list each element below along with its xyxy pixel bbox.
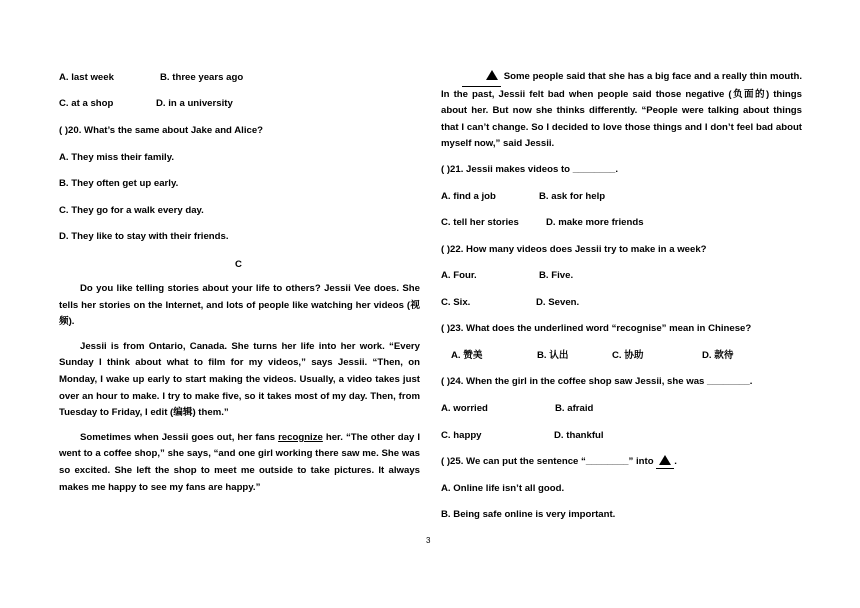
q25-option-a[interactable]: A. Online life isn’t all good. [441, 483, 565, 494]
q22-option-c[interactable]: C. Six. [441, 297, 471, 308]
blank-marker [462, 69, 501, 87]
q24-option-c[interactable]: C. happy [441, 430, 482, 441]
page-number: 3 [426, 536, 431, 545]
q22-stem: ( )22. How many videos does Jessii try to make in a week? [441, 244, 707, 255]
underlined-word: recognize [278, 431, 323, 443]
q21-option-d[interactable]: D. make more friends [546, 217, 644, 228]
q24-option-b[interactable]: B. afraid [555, 403, 594, 414]
paragraph-4-text: Some people said that she has a big face and a really thin mouth. In the past, Jessii felt bad when people said those negative (负面的) things about her. But now she thinks differently. “People were talking about things that I can’t change. So I decided to love those things and I don’t feel bad about myself now,” said Jessii. [441, 71, 802, 150]
q24-option-a[interactable]: A. worried [441, 403, 488, 414]
q21-option-a[interactable]: A. find a job [441, 191, 496, 202]
q19-options-row1 [59, 71, 243, 84]
q23-stem: ( )23. What does the underlined word “recognise” mean in Chinese? [441, 323, 752, 334]
q21-option-c[interactable]: C. tell her stories [441, 217, 519, 228]
q25-option-b[interactable]: B. Being safe online is very important. [441, 509, 616, 520]
q21-stem: ( )21. Jessii makes videos to ________. [441, 164, 619, 175]
q24-options-row2 [441, 429, 604, 442]
paragraph-3 [59, 430, 420, 496]
q23-option-d[interactable]: D. 款待 [702, 350, 734, 361]
q19-option-c[interactable]: C. at a shop [59, 98, 114, 109]
triangle-icon [486, 70, 498, 80]
q19-options-row2 [59, 97, 233, 110]
passage-c-left [59, 281, 420, 496]
q24-options-row1 [441, 402, 593, 415]
q21-options-row1 [441, 190, 605, 203]
paragraph-3-start: Sometimes when Jessii goes out, her fans [80, 431, 279, 443]
paragraph-1: Do you like telling stories about your life to others? Jessii Vee does. She tells her stories on the Internet, and lots of people like watching her videos (视频). [59, 283, 420, 328]
q19-option-b[interactable]: B. three years ago [160, 72, 244, 83]
q25-stem-text: ( )25. We can put the sentence “________” into [441, 456, 657, 467]
q21-option-b[interactable]: B. ask for help [539, 191, 606, 202]
q21-options-row2 [441, 216, 644, 229]
q24-option-d[interactable]: D. thankful [554, 430, 604, 441]
q22-options-row1 [441, 269, 573, 282]
q19-option-a[interactable]: A. last week [59, 72, 114, 83]
section-heading: C [235, 259, 242, 270]
q25-stem-end: . [674, 456, 677, 467]
q20-option-c[interactable]: C. They go for a walk every day. [59, 205, 204, 216]
q25-stem [441, 455, 677, 469]
q23-option-c[interactable]: C. 协助 [612, 350, 644, 361]
q20-option-d[interactable]: D. They like to stay with their friends. [59, 231, 229, 242]
q25-blank-marker [656, 455, 674, 469]
q22-option-b[interactable]: B. Five. [539, 270, 574, 281]
triangle-icon [659, 455, 671, 465]
q22-option-a[interactable]: A. Four. [441, 270, 477, 281]
passage-c-right [441, 69, 802, 153]
q23-options [451, 349, 733, 362]
paragraph-4 [441, 69, 802, 153]
q24-stem: ( )24. When the girl in the coffee shop saw Jessii, she was ________. [441, 376, 753, 387]
q19-option-d[interactable]: D. in a university [156, 98, 233, 109]
q23-option-a[interactable]: A. 赞美 [451, 350, 483, 361]
q20-option-b[interactable]: B. They often get up early. [59, 178, 179, 189]
q22-options-row2 [441, 296, 579, 309]
q20-option-a[interactable]: A. They miss their family. [59, 152, 174, 163]
paragraph-3-end: her. “The other day I went to a coffee shop,” she says, “and one girl working there saw me. She was so excited. She left the shop to meet me outside to take pictures. It always makes me happy to see my fans are happy.” [59, 431, 420, 493]
q20-stem: ( )20. What’s the same about Jake and Alice? [59, 125, 264, 136]
q22-option-d[interactable]: D. Seven. [536, 297, 580, 308]
q23-option-b[interactable]: B. 认出 [537, 350, 569, 361]
paragraph-2: Jessii is from Ontario, Canada. She turns her life into her work. “Every Sunday I think about what to film for my videos,” says Jessii. “Then, on Monday, I wake up early to start making the videos. Usually, a video takes just over an hour to make. I try to make five, so it takes most of my day. Then, from Tuesday to Friday, I edit (编辑) them.” [59, 340, 420, 419]
